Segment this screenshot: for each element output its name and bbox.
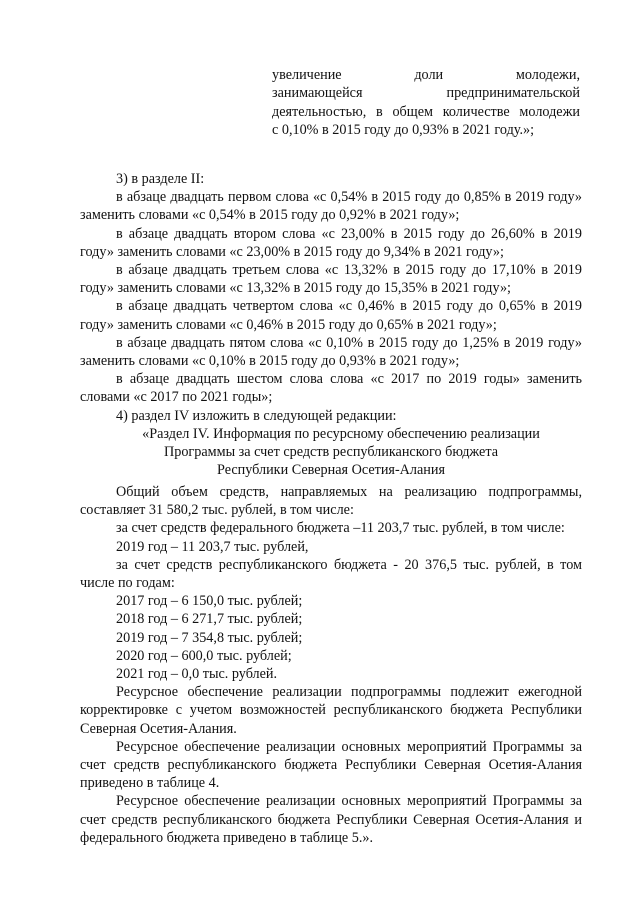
amendment-paragraph: в абзаце двадцать четвертом слова «с 0,46% в 2015 году до 0,65% в 2019 году» заменить словами «с 0,46% в 2015 году до 0,65% в 2021 году»; [80,298,582,333]
amendment-paragraph: в абзаце двадцать шестом слова слова «с 2017 по 2019 годы» заменить словами «с 2017 по 2021 годы»; [80,371,582,406]
amendment-paragraph: в абзаце двадцать пятом слова «с 0,10% в 2015 году до 1,25% в 2019 году» заменить словами «с 0,10% в 2015 году до 0,93% в 2021 году»; [80,334,582,370]
funding-year-line: 2021 год – 0,0 тыс. рублей. [116,666,278,683]
quote-line: увеличение доли молодежи, [272,67,580,83]
funding-closing-paragraph: Ресурсное обеспечение реализации подпрограммы подлежит ежегодной корректировке с учетом возможностей республиканского бюджета Республики Северная Осетия-Алания. [80,684,582,737]
funding-year-line: 2018 год – 6 271,7 тыс. рублей; [116,611,303,628]
amendment-paragraph: в абзаце двадцать втором слова «с 23,00% в 2015 году до 26,60% в 2019 году» заменить словами «с 23,00% в 2015 году до 9,34% в 2021 году»; [80,225,582,260]
funding-year-line: 2019 год – 11 203,7 тыс. рублей, [116,538,309,555]
section-iv-title-line: Республики Северная Осетия-Алания [216,462,445,479]
quote-line: с 0,10% в 2015 году до 0,93% в 2021 году.»; [272,122,535,139]
funding-year-line: 2019 год – 7 354,8 тыс. рублей; [116,629,303,646]
amendment-paragraph: в абзаце двадцать третьем слова «с 13,32% в 2015 году до 17,10% в 2019 году» заменить словами «с 13,32% в 2015 году до 15,35% в 2021 году»; [80,262,582,297]
funding-total: Общий объем средств, направляемых на реализацию подпрограммы, составляет 31 580,2 тыс. рублей, в том числе: [80,484,582,519]
funding-section [80,483,582,847]
funding-federal: за счет средств федерального бюджета –11 203,7 тыс. рублей, в том числе: [116,520,565,537]
section-iv-title-line: «Раздел IV. Информация по ресурсному обеспечению реализации [142,425,540,442]
section-iv-title-line: Программы за счет средств республиканского бюджета [164,444,498,461]
quote-block [272,66,580,140]
funding-year-line: 2017 год – 6 150,0 тыс. рублей; [116,593,303,610]
funding-republican: за счет средств республиканского бюджета - 20 376,5 тыс. рублей, в том числе по годам: [80,556,582,592]
quote-line: занимающейся предпринимательской [272,85,580,102]
amendment-paragraph: в абзаце двадцать первом слова «с 0,54% в 2015 году до 0,85% в 2019 году» заменить словами «с 0,54% в 2015 году до 0,92% в 2021 году»; [80,189,582,224]
section-iv-intro: 4) раздел IV изложить в следующей редакции: [116,407,397,424]
funding-closing-paragraph: Ресурсное обеспечение реализации основных мероприятий Программы за счет средств республиканского бюджета Республики Северная Осетия-Алания приведено в таблице 4. [80,738,582,792]
funding-year-line: 2020 год – 600,0 тыс. рублей; [116,647,292,664]
quote-line: деятельностью, в общем количестве молодежи [272,103,580,120]
funding-closing-paragraph: Ресурсное обеспечение реализации основных мероприятий Программы за счет средств республиканского бюджета Республики Северная Осетия-Алания и федерального бюджета приведено в таблице 5.». [80,793,582,846]
section-ii [80,170,582,479]
section-ii-heading: 3) в разделе II: [116,171,205,187]
